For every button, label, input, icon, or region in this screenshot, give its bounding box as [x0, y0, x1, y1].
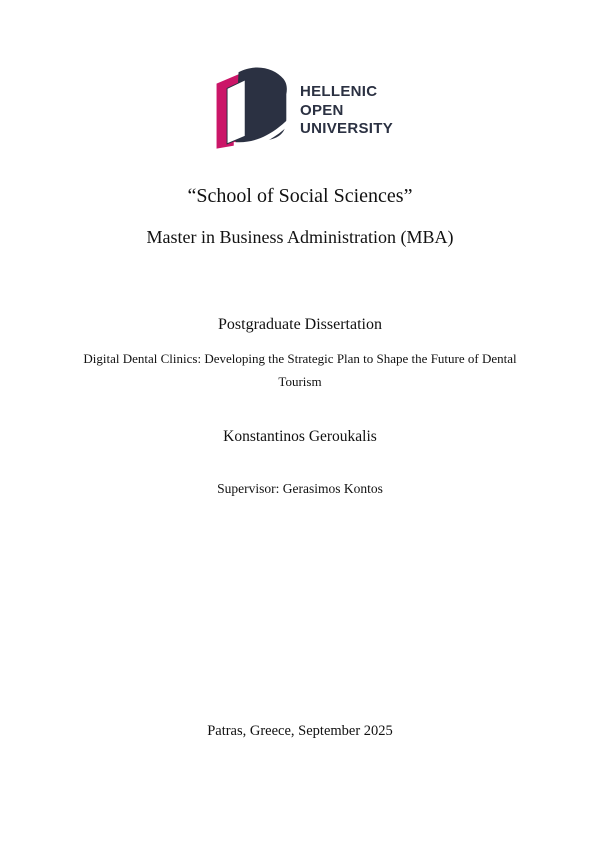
open-book-logo-icon [207, 62, 293, 156]
university-name-line: HELLENIC [299, 83, 378, 101]
document-type: Postgraduate Dissertation [218, 316, 382, 333]
logo-page-shape [227, 80, 245, 144]
supervisor-line: Supervisor: Gerasimos Kontos [217, 481, 383, 496]
university-name-line: OPEN [299, 101, 344, 119]
program-title: Master in Business Administration (MBA) [146, 227, 454, 247]
university-name [300, 83, 393, 139]
author-name: Konstantinos Geroukalis [223, 428, 377, 445]
dissertation-title [0, 347, 600, 393]
dissertation-title-line: Tourism [278, 374, 322, 389]
university-logo [0, 62, 600, 156]
dissertation-title-line: Digital Dental Clinics: Developing the Strategic Plan to Shape the Future of Dental [83, 351, 517, 366]
place-date: Patras, Greece, September 2025 [207, 723, 393, 739]
school-title: “School of Social Sciences” [187, 185, 413, 207]
university-name-line: UNIVERSITY [299, 120, 393, 138]
